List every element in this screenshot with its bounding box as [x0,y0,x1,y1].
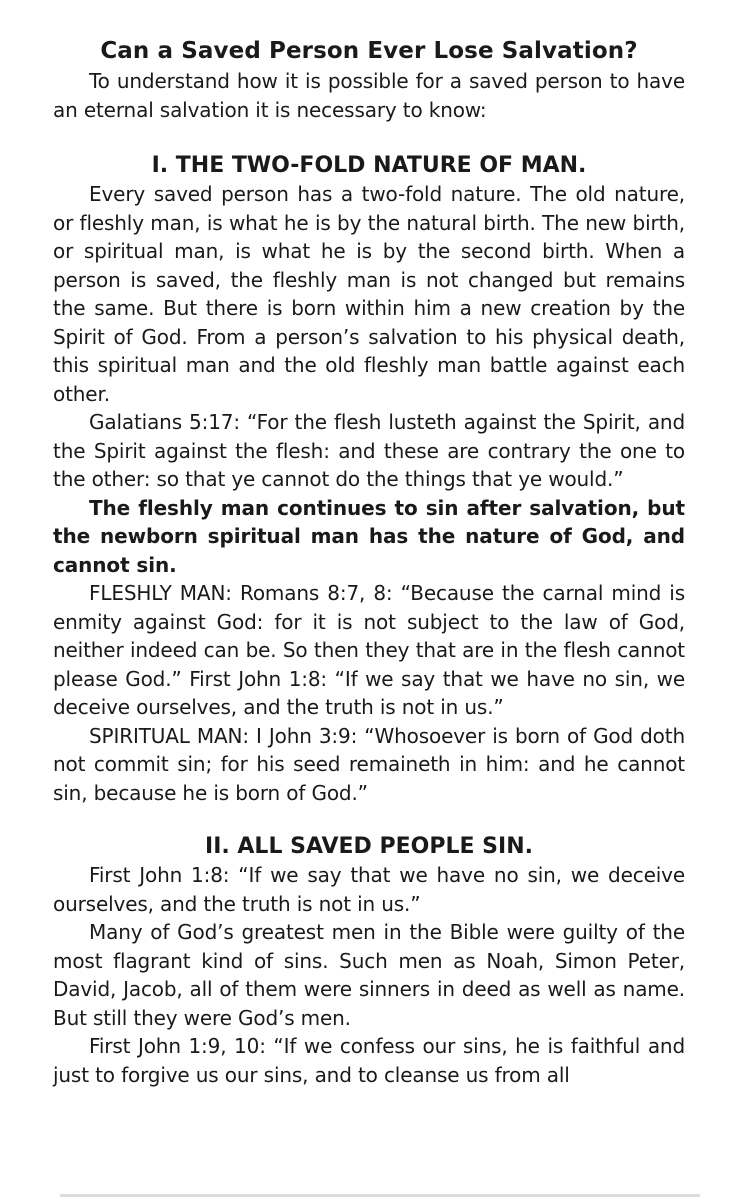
page-title: Can a Saved Person Ever Lose Salvation? [100,38,638,64]
section-heading-two-fold-nature: I. THE TWO-FOLD NATURE OF MAN. [151,153,587,178]
section-heading-all-saved-sin: II. ALL SAVED PEOPLE SIN. [205,834,533,859]
paragraph-first-john-quote: First John 1:8: “If we say that we have no sin, we deceive ourselves, and the truth is not in us.” [53,863,685,916]
paragraph-spiritual-man: SPIRITUAL MAN: I John 3:9: “Whosoever is born of God doth not commit sin; for his seed remaineth in him: and he cannot sin, because he is born of God.” [53,723,685,805]
page-edge-divider [60,1194,700,1197]
paragraph-two-fold-nature: Every saved person has a two-fold nature. The old nature, or fleshly man, is what he is by the natural birth. The new birth, or spiritual man, is what he is by the second birth. When a person is saved, the fleshly man is not changed but remains the same. But there is born within him a new creation by the Spirit of God. From a person’s salvation to his physical death, this spiritual man and the old fleshly man battle against each other. [53,182,685,406]
paragraph-fleshly-man: FLESHLY MAN: Romans 8:7, 8: “Because the carnal mind is enmity against God: for it is not subject to the law of God, neither indeed can be. So then they that are in the flesh cannot please God.” First John 1:8: “If we say that we have no sin, we deceive ourselves, and the truth is not in us.” [53,581,685,719]
paragraph-galatians-quote: Galatians 5:17: “For the flesh lusteth against the Spirit, and the Spirit against the flesh: and these are contrary the one to the other: so that ye cannot do the things that ye would.” [53,410,685,491]
paragraph-emphasis: The fleshly man continues to sin after salvation, but the newborn spiritual man has the nature of God, and cannot sin. [53,495,685,577]
intro-paragraph: To understand how it is possible for a saved person to have an eternal salvation it is necessary to know: [53,69,685,122]
paragraph-confession-quote: First John 1:9, 10: “If we confess our sins, he is faithful and just to forgive us our sins, and to cleanse us from all [53,1034,685,1087]
tract-page [53,36,685,1089]
paragraph-gods-men: Many of God’s greatest men in the Bible were guilty of the most flagrant kind of sins. Such men as Noah, Simon Peter, David, Jacob, all of them were sinners in deed as well as name. But still they were God’s men. [53,920,685,1030]
